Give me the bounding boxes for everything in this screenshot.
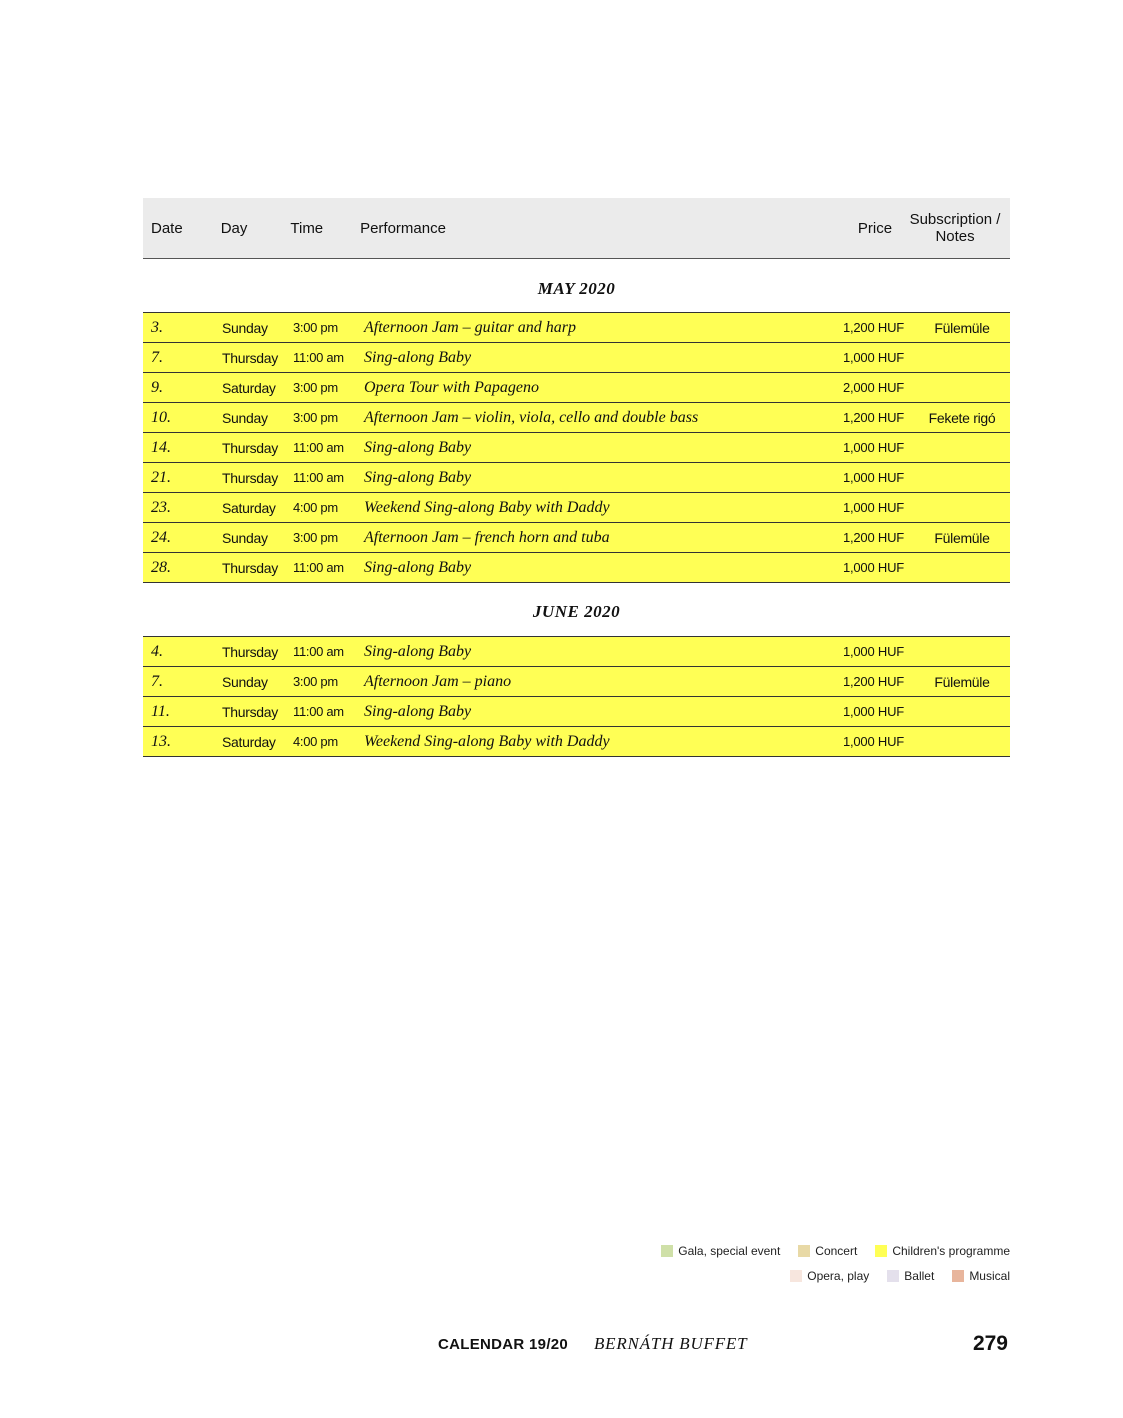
header-notes: Subscription / Notes [909, 211, 1001, 245]
day-cell: Thursday [222, 643, 278, 660]
price-cell: 1,000 HUF [842, 704, 904, 719]
legend-row-2 [790, 1269, 1010, 1283]
performance-cell: Opera Tour with Papageno [364, 378, 539, 396]
legend-label: Children's programme [892, 1244, 1010, 1258]
time-cell: 4:00 pm [293, 734, 338, 749]
legend-label: Concert [815, 1244, 858, 1258]
table-row [143, 403, 1010, 433]
performance-cell: Sing-along Baby [364, 642, 472, 660]
table-row [143, 727, 1010, 757]
time-cell: 3:00 pm [293, 410, 338, 425]
header-time: Time [290, 219, 324, 237]
legend-label: Ballet [904, 1269, 935, 1283]
time-cell: 3:00 pm [293, 320, 338, 335]
table-row [143, 373, 1010, 403]
notes-cell: Fülemüle [934, 319, 990, 336]
price-cell: 1,000 HUF [842, 560, 904, 575]
time-cell: 11:00 am [293, 350, 344, 365]
time-cell: 3:00 pm [293, 530, 338, 545]
table-row [143, 667, 1010, 697]
performance-cell: Sing-along Baby [364, 468, 472, 486]
table-row [143, 493, 1010, 523]
header-price: Price [857, 219, 893, 237]
day-cell: Sunday [222, 529, 268, 546]
price-cell: 1,200 HUF [842, 320, 904, 335]
header-performance: Performance [360, 219, 446, 237]
price-cell: 1,000 HUF [842, 350, 904, 365]
price-cell: 2,000 HUF [842, 380, 904, 395]
performance-cell: Sing-along Baby [364, 702, 472, 720]
performance-cell: Sing-along Baby [364, 558, 472, 576]
price-cell: 1,200 HUF [842, 674, 904, 689]
date-cell: 4. [151, 642, 163, 660]
time-cell: 4:00 pm [293, 500, 338, 515]
legend-swatch [661, 1245, 673, 1257]
date-cell: 21. [151, 468, 171, 486]
performance-cell: Weekend Sing-along Baby with Daddy [364, 498, 610, 516]
price-cell: 1,000 HUF [842, 440, 904, 455]
page-footer [0, 1334, 1123, 1358]
time-cell: 11:00 am [293, 470, 344, 485]
time-cell: 11:00 am [293, 560, 344, 575]
time-cell: 11:00 am [293, 440, 344, 455]
legend-item [798, 1244, 857, 1258]
day-cell: Thursday [222, 559, 278, 576]
legend-row-1 [661, 1244, 1010, 1258]
date-cell: 13. [151, 732, 171, 750]
day-cell: Saturday [222, 499, 276, 516]
table-row [143, 637, 1010, 667]
legend-item [790, 1269, 869, 1283]
legend-item [952, 1269, 1010, 1283]
day-cell: Sunday [222, 319, 268, 336]
day-cell: Thursday [222, 703, 278, 720]
legend-swatch [952, 1270, 964, 1282]
notes-cell: Fekete rigó [928, 409, 996, 426]
date-cell: 11. [151, 702, 170, 720]
date-cell: 24. [151, 528, 171, 546]
legend-label: Opera, play [807, 1269, 870, 1283]
day-cell: Saturday [222, 733, 276, 750]
time-cell: 3:00 pm [293, 674, 338, 689]
performance-cell: Afternoon Jam – french horn and tuba [364, 528, 610, 546]
day-cell: Sunday [222, 409, 268, 426]
price-cell: 1,200 HUF [842, 530, 904, 545]
performance-cell: Afternoon Jam – violin, viola, cello and double bass [364, 408, 699, 426]
legend-swatch [875, 1245, 887, 1257]
price-cell: 1,000 HUF [842, 470, 904, 485]
legend-swatch [887, 1270, 899, 1282]
performance-cell: Sing-along Baby [364, 438, 472, 456]
footer-calendar: CALENDAR 19/20 [438, 1336, 569, 1353]
day-cell: Saturday [222, 379, 276, 396]
legend-label: Musical [969, 1269, 1010, 1283]
legend-label: Gala, special event [678, 1244, 781, 1258]
price-cell: 1,000 HUF [842, 500, 904, 515]
page-number: 279 [972, 1332, 1008, 1355]
header-day: Day [220, 219, 248, 237]
date-cell: 7. [151, 348, 163, 366]
table-row [143, 523, 1010, 553]
date-cell: 28. [151, 558, 171, 576]
date-cell: 10. [151, 408, 171, 426]
price-cell: 1,200 HUF [842, 410, 904, 425]
performance-cell: Afternoon Jam – piano [364, 672, 512, 690]
header-date: Date [151, 219, 183, 237]
performance-cell: Weekend Sing-along Baby with Daddy [364, 732, 610, 750]
price-cell: 1,000 HUF [842, 734, 904, 749]
footer-title: BERNÁTH BUFFET [594, 1334, 748, 1353]
table-row [143, 553, 1010, 583]
date-cell: 3. [151, 318, 163, 336]
month-heading: JUNE 2020 [143, 583, 1010, 637]
performance-cell: Afternoon Jam – guitar and harp [364, 318, 576, 336]
legend-swatch [798, 1245, 810, 1257]
day-cell: Sunday [222, 673, 268, 690]
table-header [143, 198, 1010, 259]
date-cell: 14. [151, 438, 171, 456]
month-heading: MAY 2020 [143, 259, 1010, 313]
time-cell: 3:00 pm [293, 380, 338, 395]
table-row [143, 343, 1010, 373]
date-cell: 7. [151, 672, 163, 690]
legend-item [875, 1244, 1010, 1258]
notes-cell: Fülemüle [934, 673, 990, 690]
table-row [143, 433, 1010, 463]
time-cell: 11:00 am [293, 704, 344, 719]
day-cell: Thursday [222, 469, 278, 486]
performance-cell: Sing-along Baby [364, 348, 472, 366]
legend-swatch [790, 1270, 802, 1282]
date-cell: 23. [151, 498, 171, 516]
price-cell: 1,000 HUF [842, 644, 904, 659]
table-body [143, 259, 1010, 757]
table-row [143, 463, 1010, 493]
day-cell: Thursday [222, 349, 278, 366]
notes-cell: Fülemüle [934, 529, 990, 546]
legend-item [661, 1244, 780, 1258]
date-cell: 9. [151, 378, 163, 396]
schedule-table [143, 198, 1010, 757]
legend-item [887, 1269, 934, 1283]
table-row [143, 313, 1010, 343]
time-cell: 11:00 am [293, 644, 344, 659]
day-cell: Thursday [222, 439, 278, 456]
table-row [143, 697, 1010, 727]
